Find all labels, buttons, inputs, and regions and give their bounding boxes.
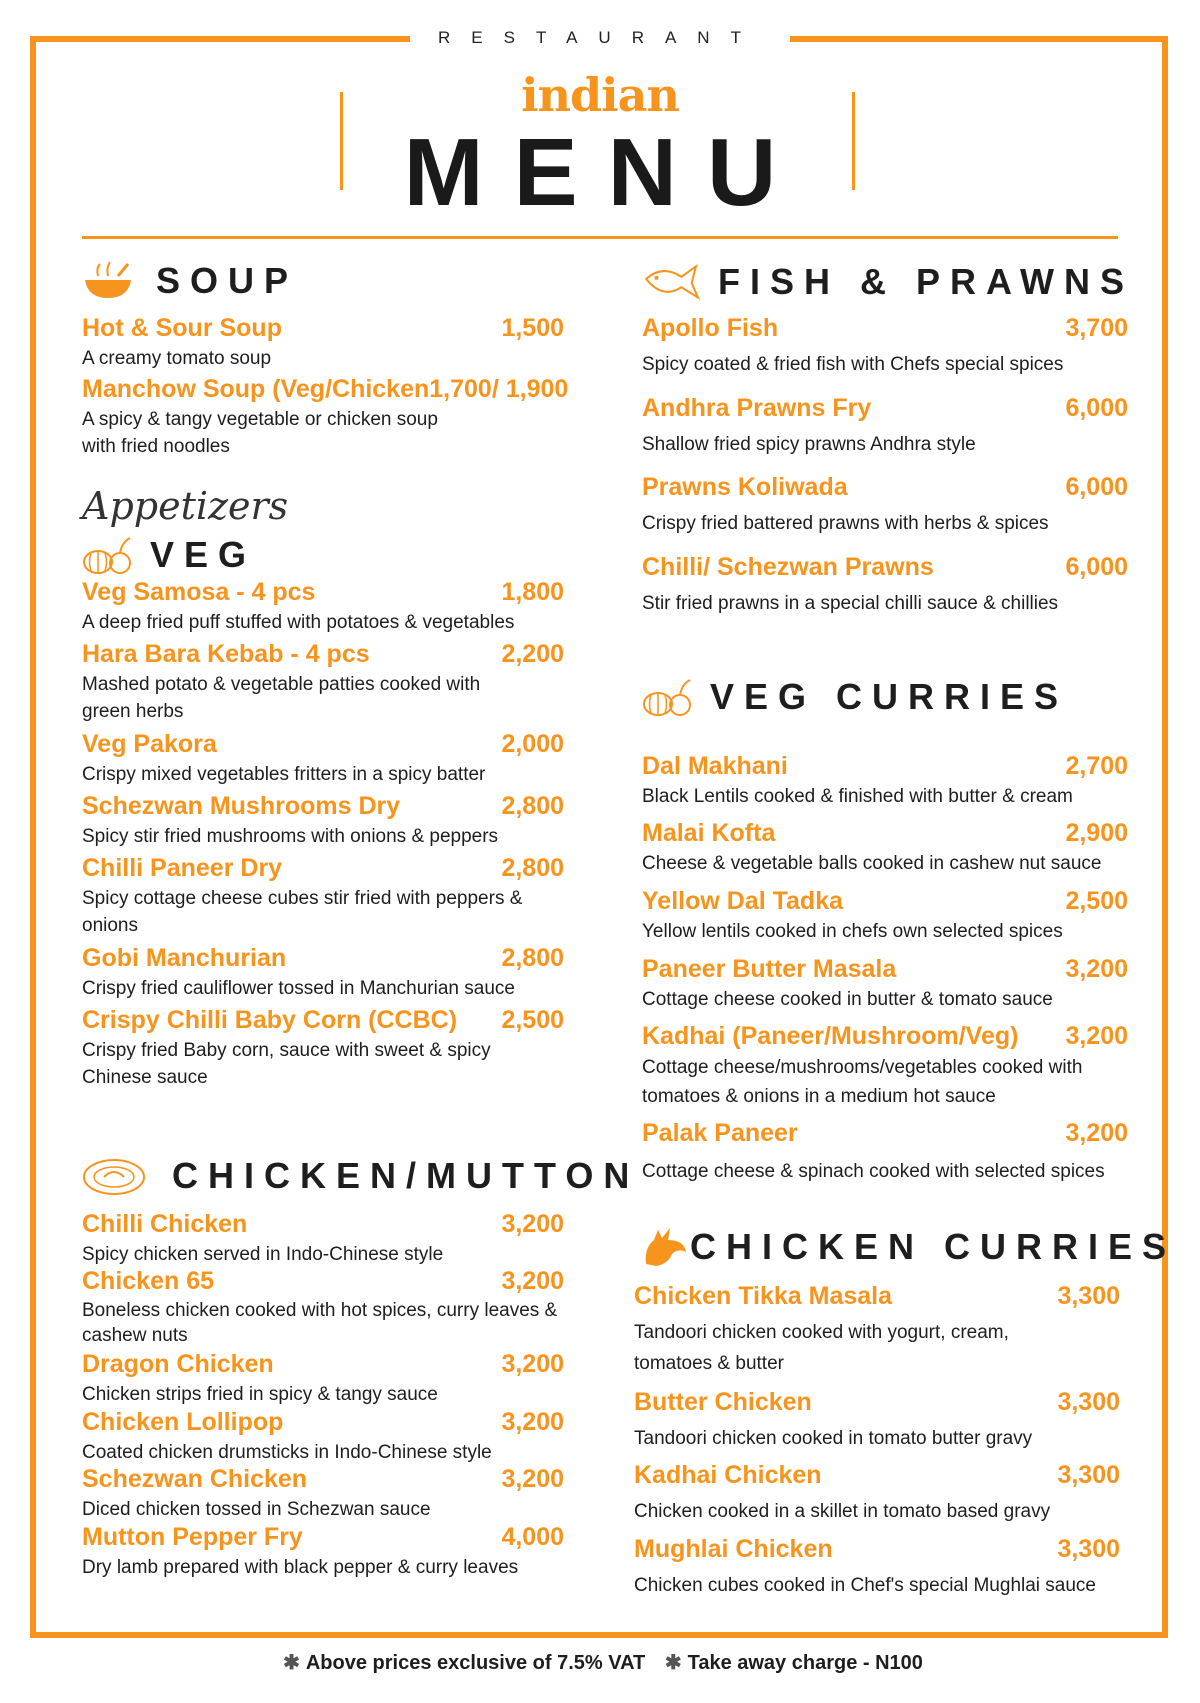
item-price: 3,200 [1065, 955, 1128, 983]
menu-item [82, 375, 569, 460]
item-price: 3,200 [1065, 1022, 1128, 1050]
item-price: 2,700 [1065, 752, 1128, 780]
menu-item [82, 792, 564, 850]
item-description: Yellow lentils cooked in chefs own selected spices [642, 921, 1063, 942]
item-name: Mughlai Chicken [634, 1535, 833, 1563]
item-name: Prawns Koliwada [642, 473, 848, 501]
section-title-fish-prawns: FISH & PRAWNS [718, 261, 1135, 302]
item-price: 3,300 [1057, 1535, 1120, 1563]
section-title-chicken-mutton: CHICKEN/MUTTON [172, 1155, 640, 1196]
menu-item [82, 314, 564, 372]
item-price: 4,000 [501, 1523, 564, 1551]
item-name: Chicken Lollipop [82, 1408, 284, 1436]
menu-item [82, 730, 564, 788]
item-price: 3,200 [501, 1465, 564, 1493]
item-name: Dal Makhani [642, 752, 788, 780]
section-title-chicken-curries: CHICKEN CURRIES [690, 1226, 1177, 1267]
item-name: Apollo Fish [642, 314, 779, 342]
item-price: 2,000 [501, 730, 564, 758]
menu-item [642, 1119, 1128, 1185]
item-price: 2,900 [1065, 819, 1128, 847]
menu-item [82, 1267, 564, 1348]
item-name: Schezwan Mushrooms Dry [82, 792, 401, 820]
item-description: Cottage cheese & spinach cooked with selected spices [642, 1161, 1105, 1182]
item-price: 2,500 [501, 1006, 564, 1034]
chicken-plate-icon [82, 1155, 146, 1197]
menu-item [642, 887, 1128, 945]
menu-item [634, 1282, 1120, 1379]
item-description: A deep fried puff stuffed with potatoes & vegetables [82, 612, 515, 633]
item-price: 2,500 [1065, 887, 1128, 915]
item-name: Chicken Tikka Masala [634, 1282, 893, 1310]
item-price: 6,000 [1065, 553, 1128, 581]
rooster-icon [642, 1226, 688, 1268]
item-name: Veg Pakora [82, 730, 217, 758]
item-name: Chilli Chicken [82, 1210, 248, 1238]
item-description: Spicy cottage cheese cubes stir fried with peppers & onions [82, 888, 523, 936]
item-name: Kadhai Chicken [634, 1461, 822, 1489]
item-description: Black Lentils cooked & finished with butter & cream [642, 786, 1073, 807]
menu-item [82, 944, 564, 1002]
item-description: Chicken strips fried in spicy & tangy sauce [82, 1384, 438, 1405]
page-title: MENU [403, 119, 807, 226]
item-description: Cottage cheese cooked in butter & tomato sauce [642, 989, 1053, 1010]
fish-icon [642, 258, 700, 306]
item-price: 3,700 [1065, 314, 1128, 342]
section-veg-curries [642, 676, 1068, 718]
section-soup [82, 260, 298, 302]
item-price: 3,200 [501, 1210, 564, 1238]
item-description: Tandoori chicken cooked in tomato butter gravy [634, 1428, 1033, 1449]
item-description: Boneless chicken cooked with hot spices, curry leaves & cashew nuts [82, 1300, 558, 1346]
item-price: 2,800 [501, 854, 564, 882]
item-name: Crispy Chilli Baby Corn (CCBC) [82, 1006, 458, 1034]
section-veg [82, 534, 256, 576]
menu-item [634, 1461, 1120, 1525]
vegetables-icon [642, 676, 694, 718]
menu-item [642, 314, 1128, 378]
item-price: 6,000 [1065, 473, 1128, 501]
vegetables-icon [82, 534, 134, 576]
item-description: Cheese & vegetable balls cooked in cashew nut sauce [642, 853, 1102, 874]
item-name: Chilli Paneer Dry [82, 854, 283, 882]
item-description: Cottage cheese/mushrooms/vegetables cooked with tomatoes & onions in a medium hot sauce [642, 1057, 1083, 1107]
item-description: A creamy tomato soup [82, 348, 272, 369]
item-name: Kadhai (Paneer/Mushroom/Veg) [642, 1022, 1019, 1050]
restaurant-label: RESTAURANT [410, 28, 790, 47]
item-description: Spicy stir fried mushrooms with onions & peppers [82, 826, 499, 847]
menu-item [82, 854, 564, 939]
menu-item [82, 1465, 564, 1523]
item-description: Mashed potato & vegetable patties cooked with green herbs [82, 674, 481, 722]
item-description: Shallow fried spicy prawns Andhra style [642, 434, 976, 455]
item-name: Gobi Manchurian [82, 944, 287, 972]
menu-item [82, 1408, 564, 1466]
item-description: Coated chicken drumsticks in Indo-Chinese style [82, 1442, 492, 1463]
item-name: Chilli/ Schezwan Prawns [642, 553, 934, 581]
menu-item [82, 640, 564, 725]
item-price: 2,200 [501, 640, 564, 668]
menu-item [82, 1006, 564, 1091]
section-title-veg: VEG [150, 534, 257, 575]
item-description: Tandoori chicken cooked with yogurt, cream, tomatoes & butter [634, 1322, 1009, 1374]
item-price: 2,800 [501, 792, 564, 820]
item-description: Chicken cubes cooked in Chef's special Mughlai sauce [634, 1575, 1096, 1596]
item-name: Chicken 65 [82, 1267, 215, 1295]
item-name: Hara Bara Kebab - 4 pcs [82, 640, 370, 668]
menu-item [82, 1210, 564, 1268]
menu-item [642, 394, 1128, 458]
item-name: Dragon Chicken [82, 1350, 274, 1378]
item-price: 3,200 [501, 1350, 564, 1378]
item-name: Mutton Pepper Fry [82, 1523, 303, 1551]
item-name: Butter Chicken [634, 1388, 812, 1416]
item-name: Schezwan Chicken [82, 1465, 308, 1493]
item-price: 3,200 [501, 1267, 564, 1295]
menu-item [82, 1350, 564, 1408]
item-description: Spicy chicken served in Indo-Chinese style [82, 1244, 444, 1265]
asterisk-icon: ✱ [664, 1652, 682, 1674]
item-description: Crispy fried Baby corn, sauce with sweet & spicy Chinese sauce [82, 1040, 491, 1088]
item-name: Andhra Prawns Fry [642, 394, 872, 422]
menu-item [642, 819, 1128, 877]
indian-logo-word: indian [521, 68, 679, 122]
item-price: 3,200 [501, 1408, 564, 1436]
item-price: 3,300 [1057, 1388, 1120, 1416]
item-description: Chicken cooked in a skillet in tomato based gravy [634, 1501, 1051, 1522]
menu-item [82, 1523, 564, 1581]
section-title-soup: SOUP [156, 260, 299, 301]
menu-item [634, 1388, 1120, 1452]
item-name: Hot & Sour Soup [82, 314, 282, 342]
menu-item [642, 752, 1128, 810]
item-description: Crispy fried battered prawns with herbs & spices [642, 513, 1049, 534]
footer-note [0, 1650, 1200, 1675]
appetizers-script-title: Appetizers [82, 484, 289, 528]
menu-item [642, 553, 1128, 617]
menu-item [642, 473, 1128, 537]
item-name: Palak Paneer [642, 1119, 798, 1147]
header-rule [82, 236, 1118, 239]
item-name: Malai Kofta [642, 819, 776, 847]
asterisk-icon: ✱ [283, 1652, 300, 1674]
footer-takeaway-note: Take away charge - N100 [687, 1652, 923, 1674]
soup-bowl-icon [82, 260, 134, 302]
item-price: 3,300 [1057, 1461, 1120, 1489]
section-chicken-curries [642, 1226, 1176, 1268]
item-description: Dry lamb prepared with black pepper & curry leaves [82, 1557, 519, 1578]
item-name: Veg Samosa - 4 pcs [82, 578, 316, 606]
menu-item [642, 1022, 1128, 1111]
item-description: Diced chicken tossed in Schezwan sauce [82, 1499, 431, 1520]
section-title-veg-curries: VEG CURRIES [710, 676, 1069, 717]
item-price: 2,800 [501, 944, 564, 972]
item-price: 3,200 [1065, 1119, 1128, 1147]
menu-item [82, 578, 564, 636]
item-price: 1,800 [501, 578, 564, 606]
item-price: 1,500 [501, 314, 564, 342]
item-name: Manchow Soup (Veg/Chicken [82, 375, 430, 403]
item-description: Crispy fried cauliflower tossed in Manchurian sauce [82, 978, 515, 999]
item-price: 6,000 [1065, 394, 1128, 422]
menu-item [642, 955, 1128, 1013]
item-price: 3,300 [1057, 1282, 1120, 1310]
section-chicken-mutton [82, 1155, 639, 1197]
item-name: Yellow Dal Tadka [642, 887, 844, 915]
section-fish-prawns [642, 258, 1134, 306]
item-price: 1,700/ 1,900 [429, 375, 569, 403]
item-name: Paneer Butter Masala [642, 955, 897, 983]
item-description: A spicy & tangy vegetable or chicken soup with fried noodles [82, 409, 438, 457]
footer-vat-note: Above prices exclusive of 7.5% VAT [305, 1652, 646, 1674]
item-description: Stir fried prawns in a special chilli sauce & chillies [642, 593, 1059, 614]
item-description: Crispy mixed vegetables fritters in a spicy batter [82, 764, 486, 785]
menu-item [634, 1535, 1120, 1599]
item-description: Spicy coated & fried fish with Chefs special spices [642, 354, 1064, 375]
